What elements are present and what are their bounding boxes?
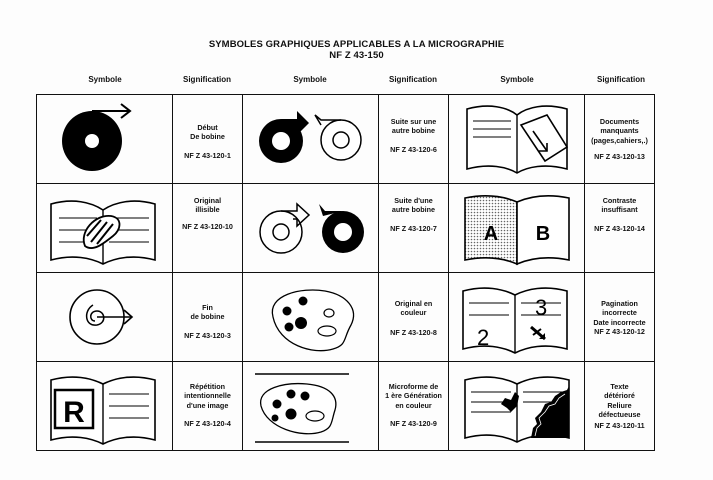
standard-code: NF Z 43-120-9: [390, 419, 437, 429]
meaning-cell: [379, 273, 449, 362]
illegible-original-icon: [37, 184, 173, 272]
table-row: [37, 273, 655, 362]
standard-code: NF Z 43-120-13: [594, 152, 645, 162]
standard-code: NF Z 43-120-8: [390, 327, 437, 337]
reel-continued-icon: [243, 95, 379, 183]
table-row: [37, 184, 655, 273]
incorrect-pagination-icon: [449, 273, 585, 361]
column-header-meaning-1: Signification: [183, 75, 231, 84]
meaning-cell: [173, 362, 243, 451]
intentional-repeat-icon: [37, 362, 173, 450]
symbol-meaning: Fin de bobine: [190, 303, 225, 322]
meaning-cell: [585, 362, 655, 451]
damaged-text-icon: [449, 362, 585, 450]
column-header-symbol-2: Symbole: [293, 75, 327, 84]
symbol-cell: [449, 362, 585, 451]
standard-code: NF Z 43-120-4: [184, 419, 231, 429]
letter-r: R: [63, 396, 85, 429]
symbol-meaning: Original illisible: [193, 196, 222, 215]
standard-code: NF Z 43-120-14: [594, 223, 645, 233]
continued-from-reel-icon: [243, 184, 379, 272]
symbol-meaning: Microforme de 1 ère Génération en couleur: [385, 382, 442, 410]
symbol-cell: [243, 184, 379, 273]
column-header-symbol-1: Symbole: [88, 75, 122, 84]
symbol-meaning: Début De bobine: [190, 123, 225, 142]
symbol-cell: [243, 362, 379, 451]
reel-end-icon: [37, 273, 173, 361]
standard-code: NF Z 43-120-11: [594, 420, 645, 430]
table-row: [37, 362, 655, 451]
symbol-cell: [449, 273, 585, 362]
symbol-cell: [37, 273, 173, 362]
symbol-meaning: Original en couleur: [394, 299, 433, 318]
symbol-cell: [37, 362, 173, 451]
insufficient-contrast-icon: [449, 184, 585, 272]
page-subtitle: NF Z 43-150: [329, 50, 384, 61]
symbol-cell: [449, 184, 585, 273]
standard-code: NF Z 43-120-12: [594, 327, 645, 337]
table-row: [37, 95, 655, 184]
column-header-meaning-3: Signification: [597, 75, 645, 84]
column-header-symbol-3: Symbole: [500, 75, 534, 84]
symbol-meaning: Pagination incorrecte Date incorrecte: [593, 299, 646, 327]
color-original-icon: [243, 273, 379, 361]
standard-code: NF Z 43-120-10: [182, 221, 233, 231]
symbol-cell: [449, 95, 585, 184]
symbol-meaning: Contraste insuffisant: [601, 196, 638, 215]
symbols-table: [36, 94, 655, 451]
meaning-cell: [585, 95, 655, 184]
meaning-cell: [173, 95, 243, 184]
letter-b: B: [535, 223, 551, 245]
symbol-meaning: Répétition intentionnelle d'une image: [184, 382, 231, 410]
symbol-meaning: Suite sur une autre bobine: [390, 117, 437, 136]
page-number-left: 2: [477, 325, 490, 350]
standard-code: NF Z 43-120-6: [390, 144, 437, 154]
meaning-cell: [173, 273, 243, 362]
page-number-right: 3: [535, 295, 548, 320]
symbol-meaning: Texte détérioré Reliure défectueuse: [598, 382, 641, 420]
symbol-meaning: Suite d'une autre bobine: [391, 196, 436, 215]
symbol-cell: [243, 95, 379, 184]
letter-a: A: [483, 223, 499, 245]
meaning-cell: [173, 184, 243, 273]
first-generation-color-icon: [243, 362, 379, 450]
meaning-cell: [379, 362, 449, 451]
meaning-cell: [379, 184, 449, 273]
meaning-cell: [379, 95, 449, 184]
standard-code: NF Z 43-120-1: [184, 150, 231, 160]
reel-start-icon: [37, 95, 173, 183]
standard-code: NF Z 43-120-3: [184, 330, 231, 340]
symbol-cell: [243, 273, 379, 362]
meaning-cell: [585, 184, 655, 273]
symbol-cell: [37, 184, 173, 273]
symbol-meaning: Documents manquants (pages,cahiers,.): [591, 117, 648, 145]
meaning-cell: [585, 273, 655, 362]
missing-documents-icon: [449, 95, 585, 183]
column-header-meaning-2: Signification: [389, 75, 437, 84]
symbol-cell: [37, 95, 173, 184]
standard-code: NF Z 43-120-7: [390, 223, 437, 233]
page-title: SYMBOLES GRAPHIQUES APPLICABLES A LA MICROGRAPHIE: [208, 39, 505, 50]
